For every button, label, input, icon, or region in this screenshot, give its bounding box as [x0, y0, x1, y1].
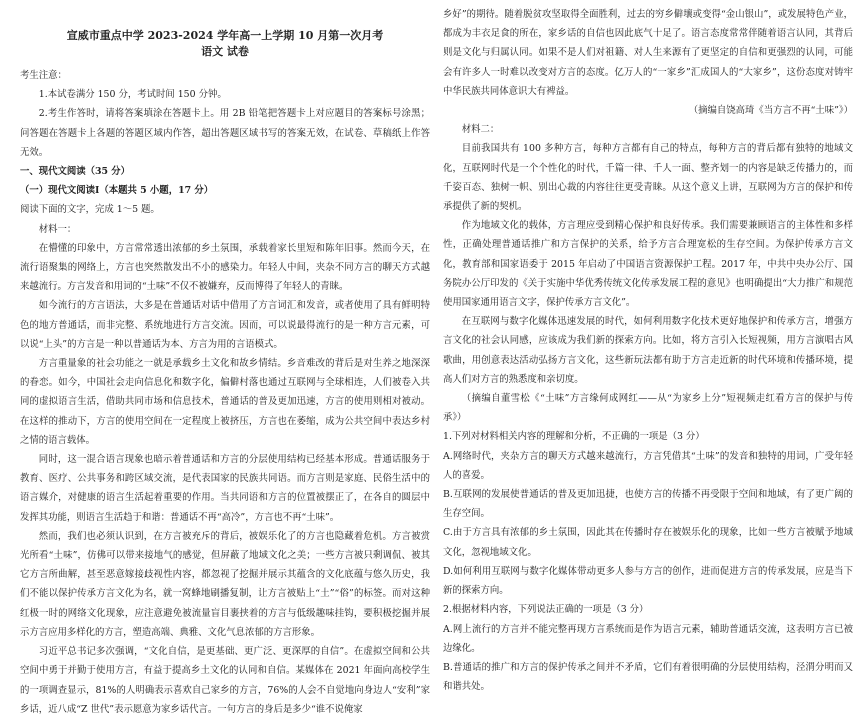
exam-title: 宣威市重点中学 2023-2024 学年高一上学期 10 月第一次月考 [66, 29, 384, 42]
question-option: C.由于方言具有浓郁的乡土氛围，因此其在传播时存在被娱乐化的现象，比如一些方言被赋予地域文化，忽视地域文化。 [443, 527, 853, 558]
question-option: A.网上流行的方言并不能完整再现方言系统而是作为语言元素，辅助普通话交流，这表明方言已被边缘化。 [443, 623, 853, 654]
material-label: 材料一： [38, 223, 77, 235]
material-label: 材料二： [461, 124, 500, 136]
notice-heading: 考生注意： [20, 70, 67, 81]
notice-item: 1.本试卷满分 150 分，考试时间 150 分钟。 [38, 89, 227, 101]
paragraph: 同时，这一混合语言现象也暗示着普通话和方言的分层使用结构已经基本形成。普通话服务于教育、医疗、公共事务和跨区域交流，是代表国家的民族共同语。而方言则是家庭、民俗生活中的语言媒介，对健康的语言生活起着重要的作用。当共同语和方言的位置被摆正了，在各自的圆层中发挥其功能，则语言生活趋于和谐：普通话不再“高冷”，方言也不再“土味”。 [20, 454, 430, 523]
question-option: A.网络时代，夹杂方言的聊天方式越来越流行，方言凭借其“土味”的发音和独特的用词，广受年轻人的喜爱。 [443, 450, 853, 481]
instruction: 阅读下面的文字，完成 1～5 题。 [20, 204, 160, 216]
exam-subtitle: 语文 试卷 [201, 45, 249, 58]
notice-item: 2.考生作答时，请将答案填涂在答题卡上。用 2B 铅笔把答题卡上对应题目的答案标号涂黑；问答题在答题卡上各题的答题区域内作答，超出答题区域书写的答案无效，在试卷、草稿纸上作答无效。 [20, 108, 430, 158]
paragraph: 作为地域文化的载体，方言理应受到精心保护和良好传承。我们需要兼顾语言的主体性和多样性，正确处理普通话推广和方言保护的关系，给予方言合理宽松的生存空间。为保护传承方言文化，教育部和国家语委于 2015 年启动了中国语言资源保护工程。2017 年，中共中央办公厅、国务院办公厅印发的《关于实施中华优秀传统文化传承发展工程的意见》也明确提出“大力推广和规范使用国家通用语言文字，保护传承方言文化”。 [443, 220, 853, 309]
right-column [443, 0, 853, 693]
question-option: D.如何利用互联网与数字化媒体带动更多人参与方言的创作，进而促进方言的传承发展，应是当下新的探索方向。 [443, 565, 853, 597]
paragraph: 然而，我们也必须认识到，在方言被充斥的背后，被娱乐化了的方言也隐藏着危机。方言被赏光所看“土味”，仿佛可以带来接地气的感觉，但屏蔽了地域文化之美；一些方言被只剩调侃、被其它方言所曲解，甚至恶意嫁接歧视性内容，都忽视了挖掘并展示其蕴含的文化底蕴与悠久历史，我们不能以保护传承方言文化为名，就一窝蜂地刷播复制，让方言被贴上“土”“俗”的标签。而对这种红极一时的网络文化现象，应注意避免被流量盲目裹挟着的方言与低级趣味挂钩，要积极挖掘并展示方言应用多样化的方言，塑造高端、典雅、文化气息浓郁的方言形象。 [20, 530, 430, 638]
paragraph: 习近平总书记多次强调，“文化自信，是更基础、更广泛、更深厚的自信”。在虚拟空间和公共空间中勇于并勤于使用方言，有益于提高乡土文化的认同和自信。某媒体在 2021 年面向高校学生的一项调查显示，81%的人明确表示喜欢自己家乡的方言，76%的人会不自觉地向身边人“安利”家乡话，近八成“Z 世代”表示愿意为家乡话代言。一句方言的身后是多少“谁不说俺家 [20, 646, 430, 715]
paragraph: 方言重量象的社会功能之一就是承载乡土文化和故乡情结。乡音难改的背后是对生养之地深深的眷恋。如今，中国社会走向信息化和数字化，偏僻村落也通过互联网与全球相连，人们被卷入共同的虚拟语言生活，借助共同市场和信息技术，普通话的普及更加迅速，方言的使用则相对被动。在这样的推动下，方言的使用空间在一定程度上被挤压，方言也在萎缩，成为公共空间中表达乡村之情的语言载体。 [20, 358, 430, 446]
paragraph: 在懵懂的印象中，方言常常透出浓郁的乡土氛围，承载着家长里短和陈年旧事。然而今天，在流行语聚集的网络上，方言也突然散发出不小的感染力。年轻人中间，夹杂不同方言的聊天方式越来越流行。方言发音和用词的“土味”不仅不被嫌弃，反而博得了年轻人的青睐。 [20, 242, 430, 293]
paragraph: 在互联网与数字化媒体迅速发展的时代，如何利用数字化技术更好地保护和传承方言，增强方言文化的社会认同感，应该成为我们新的探索方向。比如，将方言引入长短视频，用方言演唱古风歌曲，用创意表达活动弘扬方言文化，这些新玩法都有助于方言走近新的时代环境和传播环境，提高人们对方言的熟悉度和亲切度。 [443, 316, 853, 385]
question-stem: 2.根据材料内容，下列说法正确的一项是（3 分） [443, 604, 649, 616]
question-option: B.普通话的推广和方言的保护传承之间并不矛盾，它们有着很明确的分层使用结构，泾渭分明而又和谐共处。 [443, 661, 853, 693]
question-option: B.互联网的发展使普通话的普及更加迅捷，也使方言的传播不再受限于空间和地域，有了更广阔的生存空间。 [443, 489, 853, 520]
subsection-heading: （一）现代文阅读Ⅰ（本题共 5 小题，17 分） [20, 185, 214, 197]
paragraph: 如今流行的方言语法，大多是在普通话对话中借用了方言词汇和发音，或者使用了具有鲜明特色的地方普通话，而非完整、系统地进行方言交流。因而，可以说最得流行的是一种方言元素，可以说“上头”的方言是一种以普通话为本、方言为用的言语模式。 [20, 300, 430, 350]
question-stem: 1.下列对材料相关内容的理解和分析，不正确的一项是（3 分） [443, 431, 705, 443]
source-citation: （摘编自董雪松《“土味”方言缘何成网红——从“为家乡上分”短视频走红看方言的保护与传承》） [443, 393, 853, 424]
paragraph: 目前我国共有 100 多种方言，每种方言都有自己的特点，每种方言的背后都有独特的地域文化，互联网时代是一个个性化的时代，千篇一律、千人一面、整齐划一的内容是缺乏传播力的，而千姿百态、独树一帜、别出心裁的内容往往更受青睐。从这个意义上讲，互联网为方言的保护和传承提供了新的契机。 [443, 143, 853, 213]
left-column [20, 0, 430, 715]
section-heading: 一、现代文阅读（35 分） [20, 166, 131, 178]
source-citation: （摘编自饶高琦《当方言不再“土味”》） [688, 105, 853, 117]
paragraph: 乡好”的期待。随着脱贫攻坚取得全面胜利，过去的穷乡僻壤或变得“金山银山”，或发展特色产业，都成为丰衣足食的所在，家乡话的自信也因此底气十足了。语言态度常常伴随着语言认同，其背后则是文化与归属认同。如果不是人们对祖籍、对人生来源有了更坚定的自信和更强烈的认同，可能会有许多人一时难以改变对方言的态度。亿万人的“一家乡”汇成国人的“大家乡”，这份态度对铸牢中华民族共同体意识大有裨益。 [443, 9, 853, 97]
